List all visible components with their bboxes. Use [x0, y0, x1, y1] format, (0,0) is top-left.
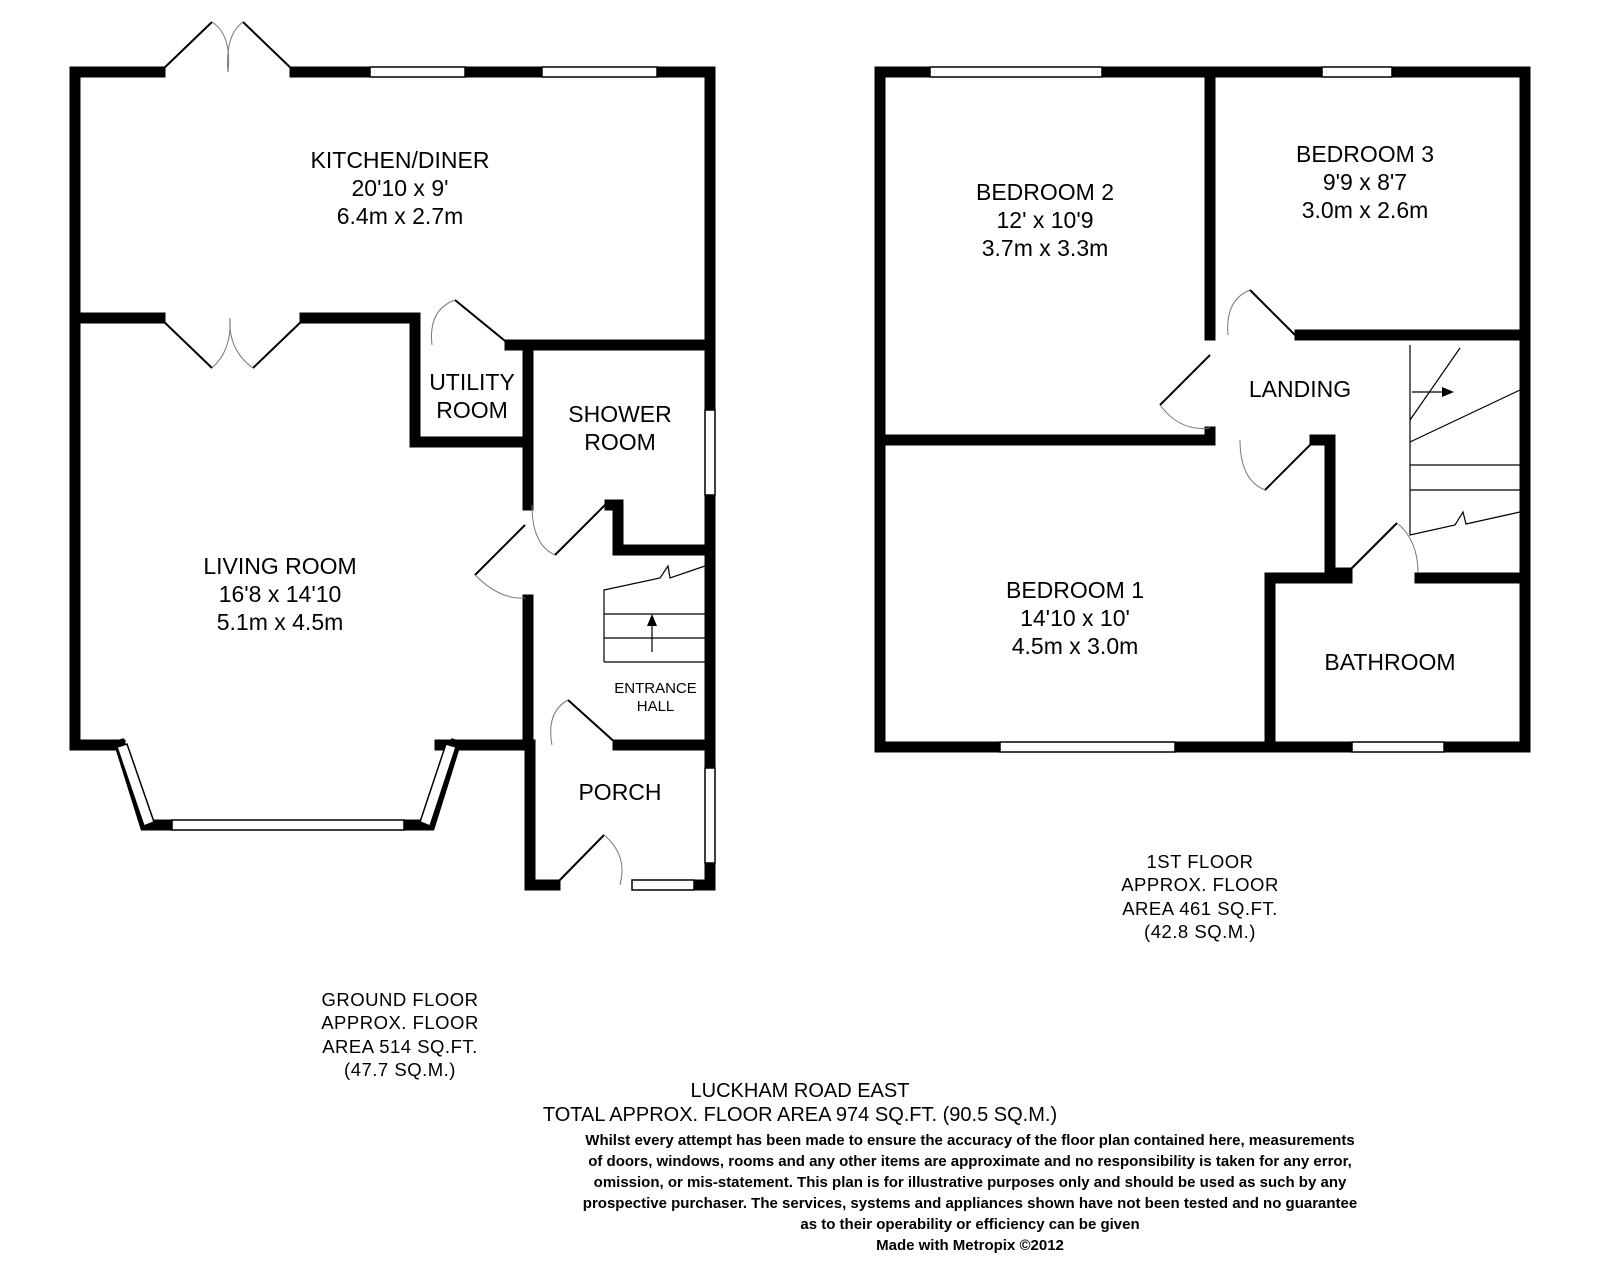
room-label-bathroom [1300, 648, 1480, 676]
caption-line3: AREA 461 SQ.FT. [1122, 897, 1278, 919]
room-name-line1: SHOWER [568, 401, 672, 427]
credit-line: Made with Metropix ©2012 [876, 1237, 1064, 1254]
room-name: BATHROOM [1324, 649, 1456, 675]
ground-floor-stairs [604, 566, 705, 662]
room-name: BEDROOM 3 [1295, 141, 1435, 167]
caption-line1: 1ST FLOOR [1146, 851, 1254, 872]
room-label-porch [555, 778, 685, 806]
disclaimer-line: of doors, windows, rooms and any other items are approximate and no responsibility is taken for any error, [588, 1153, 1352, 1170]
room-label-kitchen-diner [250, 146, 550, 230]
room-label-shower-room [545, 400, 695, 456]
room-name: PORCH [578, 779, 662, 805]
room-name-line2: HALL [636, 698, 675, 716]
first-floor-caption [1100, 850, 1300, 944]
disclaimer [520, 1130, 1420, 1256]
disclaimer-line: as to their operability or efficiency can be given [800, 1216, 1140, 1233]
disclaimer-line: omission, or mis-statement. This plan is for illustrative purposes only and should be used as such by any [593, 1174, 1347, 1191]
room-label-bedroom-2 [910, 178, 1180, 262]
room-size-metric: 6.4m x 2.7m [336, 203, 464, 230]
room-size-metric: 4.5m x 3.0m [1011, 633, 1139, 660]
room-size-imperial: 16'8 x 14'10 [218, 581, 342, 608]
room-label-entrance-hall [603, 680, 708, 717]
caption-line4: (47.7 SQ.M.) [344, 1059, 456, 1081]
room-name: LIVING ROOM [203, 553, 357, 579]
room-size-imperial: 9'9 x 8'7 [1322, 169, 1408, 196]
room-size-metric: 3.0m x 2.6m [1301, 197, 1429, 224]
room-size-imperial: 14'10 x 10' [1020, 605, 1130, 632]
room-size-imperial: 12' x 10'9 [996, 207, 1094, 234]
caption-line4: (42.8 SQ.M.) [1144, 921, 1256, 943]
room-size-metric: 3.7m x 3.3m [981, 235, 1109, 262]
room-size-imperial: 20'10 x 9' [351, 175, 449, 202]
room-name: LANDING [1248, 376, 1352, 402]
caption-line2: APPROX. FLOOR [321, 1012, 479, 1034]
caption-line3: AREA 514 SQ.FT. [322, 1035, 478, 1057]
disclaimer-line: Whilst every attempt has been made to ensure the accuracy of the floor plan contained here, measurements [585, 1132, 1355, 1149]
first-floor-stairs [1410, 345, 1520, 535]
room-name-line1: ENTRANCE [614, 680, 697, 697]
room-name: KITCHEN/DINER [310, 147, 490, 173]
caption-line1: GROUND FLOOR [321, 989, 479, 1010]
ground-floor-caption [300, 988, 500, 1082]
property-name: LUCKHAM ROAD EAST [690, 1080, 910, 1102]
room-name: BEDROOM 2 [975, 179, 1115, 205]
room-name-line2: ROOM [584, 429, 656, 456]
room-label-bedroom-3 [1230, 140, 1500, 224]
room-label-landing [1230, 375, 1370, 403]
room-label-bedroom-1 [930, 576, 1220, 660]
disclaimer-line: prospective purchaser. The services, systems and appliances shown have not been tested and no guarantee [582, 1195, 1358, 1212]
room-label-utility-room [417, 368, 527, 424]
room-size-metric: 5.1m x 4.5m [216, 609, 344, 636]
room-label-living-room [140, 552, 420, 636]
room-name: BEDROOM 1 [1005, 577, 1145, 603]
room-name-line2: ROOM [436, 397, 508, 424]
caption-line2: APPROX. FLOOR [1121, 874, 1279, 896]
total-floor-area: TOTAL APPROX. FLOOR AREA 974 SQ.FT. (90.5 SQ.M.) [542, 1104, 1058, 1126]
room-name-line1: UTILITY [429, 369, 515, 395]
